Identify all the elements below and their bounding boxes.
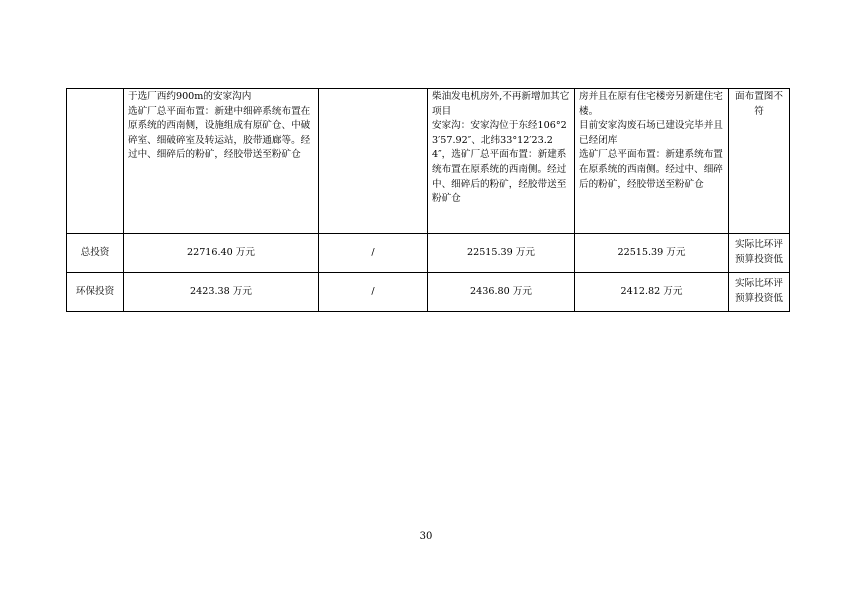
cell-actual-description — [575, 89, 729, 234]
cell-text: 选矿厂总平面布置：新建中细碎系统布置在原系统的西南侧，设施组成有原矿仓、中破碎室、细破碎室及转运站，胶带通廊等。经过中、细碎后的粉矿，经胶带送至粉矿仓 — [128, 105, 311, 161]
comparison-table — [66, 88, 790, 312]
cell-remark: 面布置图不符 — [729, 89, 790, 234]
cell-text: 选矿厂总平面布置：新建系统布置在原系统的西南侧。经过中、细碎后的粉矿，经胶带送至粉矿仓 — [579, 149, 723, 190]
cell-value: 22716.40 万元 — [124, 234, 319, 273]
cell-value: 2412.82 万元 — [575, 273, 729, 312]
cell-text: 目前安家沟废石场已建设完毕并且已经闭库 — [579, 120, 723, 146]
page-number: 30 — [419, 531, 433, 542]
cell-remark: 实际比环评预算投资低 — [729, 234, 790, 273]
row-label-env-investment: 环保投资 — [67, 273, 124, 312]
table-row-env-investment — [67, 273, 790, 312]
cell-text: 柴油发电机房外,不再新增加其它项目 — [432, 91, 570, 117]
cell-value: / — [319, 234, 428, 273]
cell-text: 于选厂西约900m的安家沟内 — [128, 91, 252, 102]
cell-value: 22515.39 万元 — [575, 234, 729, 273]
cell-text: 房并且在原有住宅楼旁另新建住宅楼。 — [579, 91, 723, 117]
cell-empty — [319, 89, 428, 234]
row-label-cell — [67, 89, 124, 234]
cell-value: 2436.80 万元 — [428, 273, 575, 312]
row-label-total-investment: 总投资 — [67, 234, 124, 273]
cell-value: / — [319, 273, 428, 312]
table-row-total-investment — [67, 234, 790, 273]
cell-value: 2423.38 万元 — [124, 273, 319, 312]
cell-remark: 实际比环评预算投资低 — [729, 273, 790, 312]
table-row-description — [67, 89, 790, 234]
cell-eia-description — [428, 89, 575, 234]
cell-value: 22515.39 万元 — [428, 234, 575, 273]
cell-text: 安家沟：安家沟位于东经106°23′57.92″、北纬33°12′23.24″，选矿厂总平面布置：新建系统布置在原系统的西南侧。经过中、细碎后的粉矿，经胶带送至粉矿仓 — [432, 120, 567, 205]
cell-design-description — [124, 89, 319, 234]
